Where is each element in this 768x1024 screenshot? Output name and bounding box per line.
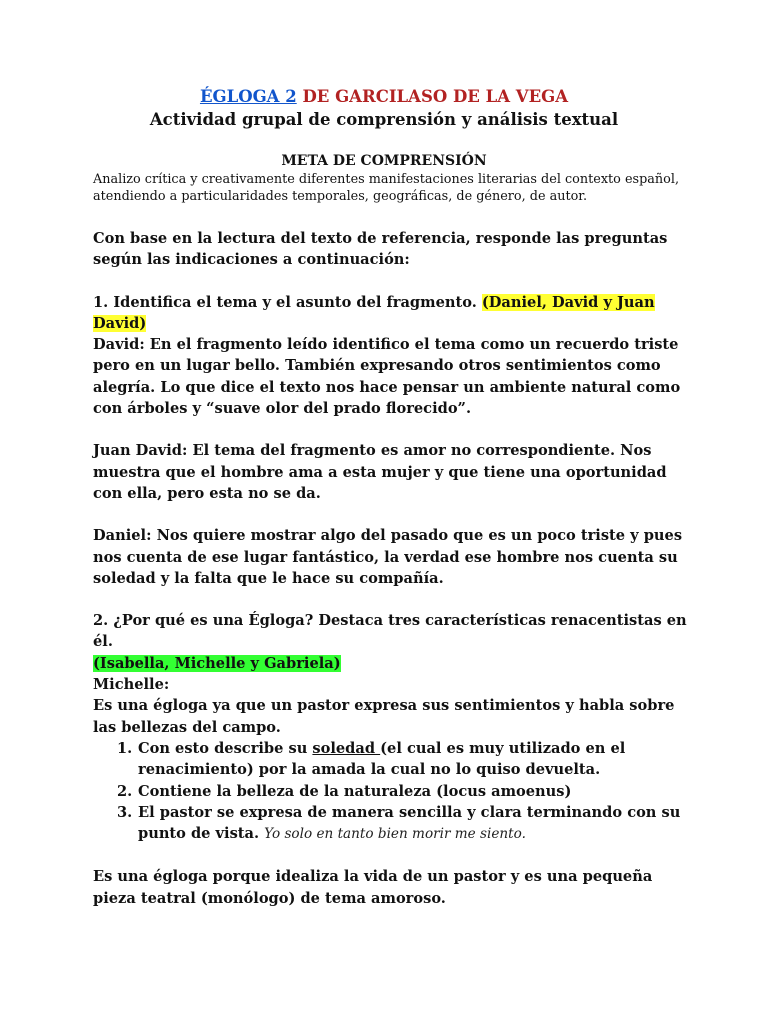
- question-1: [93, 292, 693, 335]
- title-author: DE GARCILASO DE LA VEGA: [296, 87, 569, 106]
- answer-juan-david: Juan David: El tema del fragmento es amor no correspondiente. Nos muestra que el hombre ama a esta mujer y que tiene una oportunidad con ella, pero esta no se da.: [93, 442, 667, 502]
- title-link[interactable]: ÉGLOGA 2: [199, 87, 297, 106]
- conclusion-paragraph: Es una égloga porque idealiza la vida de un pastor y es una pequeña pieza teatral (monólogo) de tema amoroso.: [93, 868, 653, 907]
- question-2-text: 2. ¿Por qué es una Égloga? Destaca tres características renacentistas en él.: [93, 612, 687, 651]
- list-number: 2.: [117, 782, 133, 800]
- question-1-group: (Daniel, David y Juan David): [93, 293, 655, 332]
- poem-quote: Yo solo en tanto bien morir me siento.: [264, 826, 526, 843]
- question-2-group: (Isabella, Michelle y Gabriela): [93, 654, 341, 672]
- speaker-michelle: Michelle:: [93, 676, 170, 694]
- list-item: [93, 781, 693, 802]
- answer-michelle-lead: Es una égloga ya que un pastor expresa sus sentimientos y habla sobre las bellezas del campo.: [93, 697, 675, 736]
- list-item-text: Con esto describe su: [138, 739, 313, 757]
- question-2: [93, 610, 693, 674]
- question-1-text: 1. Identifica el tema y el asunto del fragmento.: [93, 293, 482, 311]
- meta-text: Analizo crítica y creativamente diferentes manifestaciones literarias del contexto español, atendiendo a particularidades temporales, geográficas, de género, de autor.: [93, 172, 680, 204]
- list-number: 3.: [117, 803, 133, 821]
- underlined-word: soledad: [312, 739, 381, 757]
- meta-heading: META DE COMPRENSIÓN: [281, 153, 487, 169]
- intro-paragraph: Con base en la lectura del texto de referencia, responde las preguntas según las indicaciones a continuación:: [93, 230, 668, 269]
- list-item-text: Contiene la belleza de la naturaleza (locus amoenus): [138, 782, 572, 800]
- document-subtitle: Actividad grupal de comprensión y análisis textual: [149, 110, 619, 129]
- answer-david: David: En el fragmento leído identifico el tema como un recuerdo triste pero en un lugar bello. También expresando otros sentimientos como alegría. Lo que dice el texto nos hace pensar un ambiente natural como con árboles y “suave olor del prado florecido”.: [93, 336, 681, 418]
- list-item: [93, 738, 693, 781]
- list-item-text: El pastor se expresa de manera sencilla y clara terminando con su punto de vista.: [138, 803, 681, 843]
- list-item: [93, 802, 693, 846]
- answer-daniel: Daniel: Nos quiere mostrar algo del pasado que es un poco triste y pues nos cuenta de ese lugar fantástico, la verdad ese hombre nos cuenta su soledad y la falta que le hace su compañía.: [93, 527, 683, 587]
- list-number: 1.: [117, 739, 133, 757]
- list-item-text: (el cual es muy utilizado en el renacimiento) por la amada la cual no lo quiso devuelta.: [138, 739, 626, 779]
- document-title: [93, 86, 675, 108]
- characteristics-list: [93, 738, 693, 845]
